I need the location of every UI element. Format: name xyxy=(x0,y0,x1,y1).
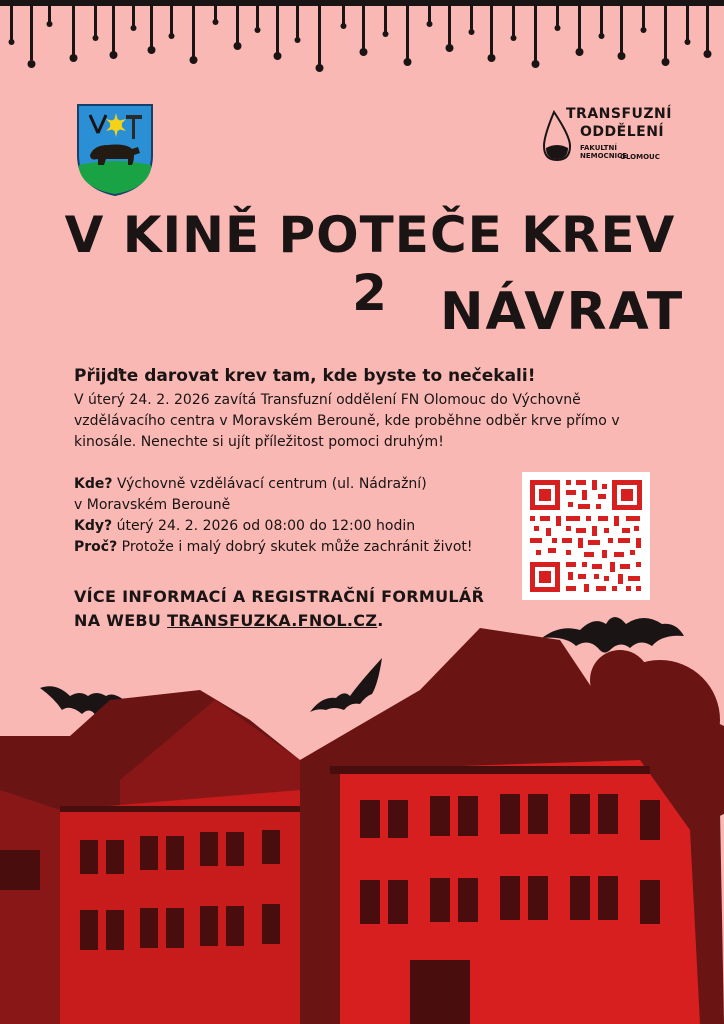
body-text: V úterý 24. 2. 2026 zavítá Transfuzní oddělení FN Olomouc do Výchovně vzdělávacího centra v Moravském Berouně, kde proběhne odběr krve přímo v kinosále. Nenechte si ujít příležitost pomoci druhým! xyxy=(74,392,620,450)
when-label: Kdy? xyxy=(74,518,113,534)
logo-line-2: ODDĚLENÍ xyxy=(580,124,665,140)
bat-icon xyxy=(310,658,382,712)
where-row xyxy=(74,474,514,495)
where-value: Výchovně vzdělávací centrum (ul. Nádražní) xyxy=(112,476,427,492)
why-label: Proč? xyxy=(74,539,118,555)
logo-line-4: OLOMOUC xyxy=(620,153,660,161)
cta-line-1: VÍCE INFORMACÍ A REGISTRAČNÍ FORMULÁŘ xyxy=(74,587,485,606)
why-value: Protože i malý dobrý skutek může zachránit život! xyxy=(117,539,473,555)
building-illustration xyxy=(0,610,724,1024)
where-row-2: v Moravském Berouně xyxy=(74,497,231,513)
qr-code-icon[interactable] xyxy=(522,472,650,600)
website-link[interactable]: TRANSFUZKA.FNOL.CZ xyxy=(167,611,378,630)
event-info xyxy=(74,474,514,558)
poster-subtitle: NÁVRAT xyxy=(440,282,685,342)
logo-line-3: FAKULTNÍ NEMOCNICE xyxy=(580,144,628,160)
poster-title: V KINĚ POTEČE KREV 2 xyxy=(64,206,676,322)
why-row xyxy=(74,537,514,558)
when-value: úterý 24. 2. 2026 od 08:00 do 12:00 hodin xyxy=(112,518,416,534)
cta-prefix: NA WEBU xyxy=(74,611,168,630)
when-row xyxy=(74,516,514,537)
lead-text: Přijďte darovat krev tam, kde byste to nečekali! xyxy=(74,366,536,386)
logo-line-1: TRANSFUZNÍ xyxy=(566,106,672,122)
where-label: Kde? xyxy=(74,476,113,492)
coat-of-arms-icon xyxy=(76,103,154,197)
dripping-border xyxy=(0,0,724,80)
transfusion-department-logo xyxy=(540,104,672,166)
cta-suffix: . xyxy=(377,611,384,630)
